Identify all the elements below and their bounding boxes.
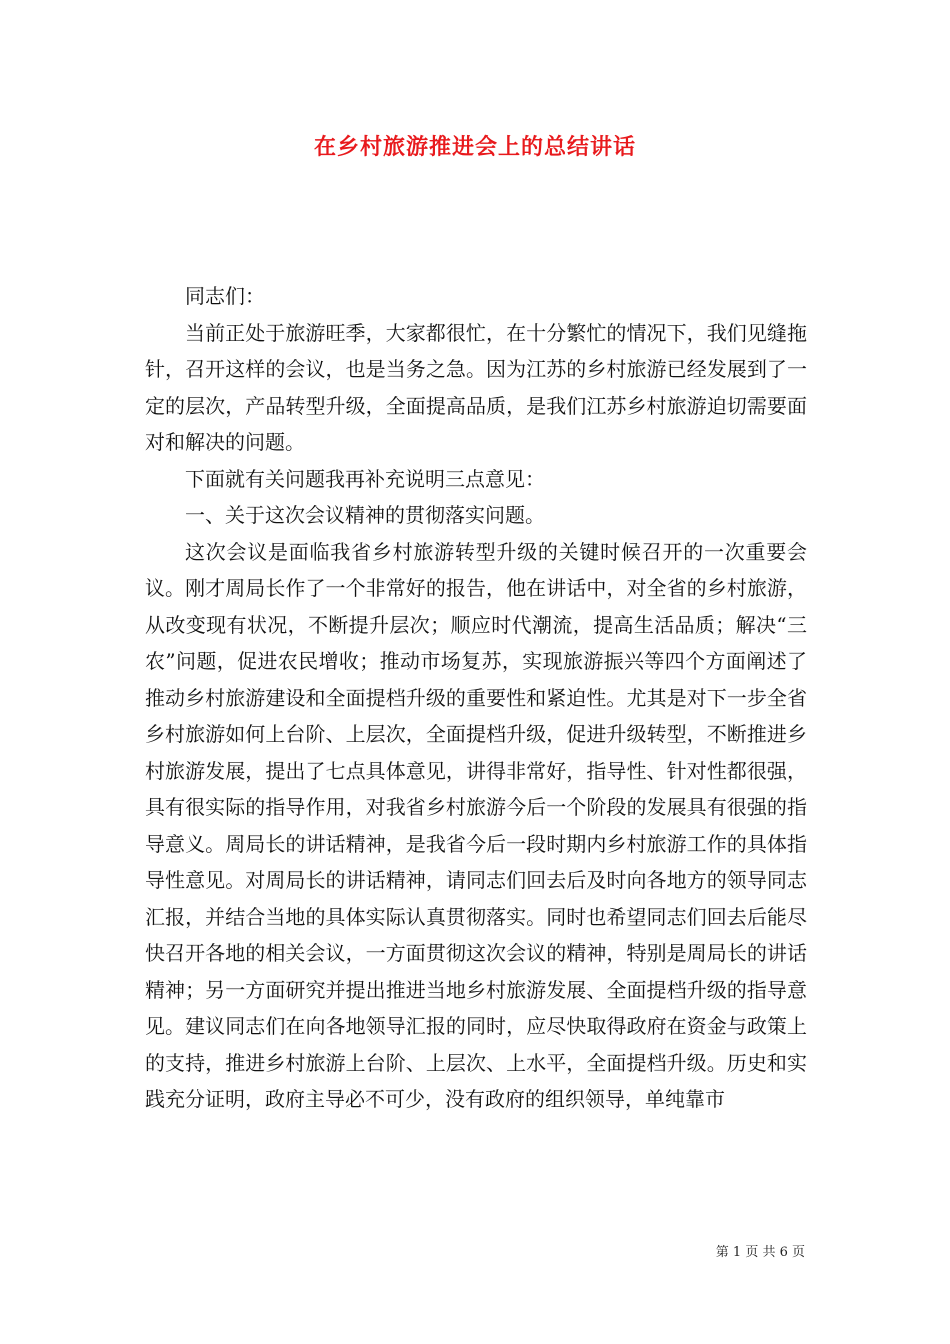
body-paragraph: 这次会议是面临我省乡村旅游转型升级的关键时候召开的一次重要会议。刚才周局长作了一个非常好的报告，他在讲话中，对全省的乡村旅游，从改变现有状况，不断提升层次；顺应时代潮流，提高生活品质；解决“三农”问题，促进农民增收；推动市场复苏，实现旅游振兴等四个方面阐述了推动乡村旅游建设和全面提档升级的重要性和紧迫性。尤其是对下一步全省乡村旅游如何上台阶、上层次，全面提档升级，促进升级转型，不断推进乡村旅游发展，提出了七点具体意见，讲得非常好，指导性、针对性都很强，具有很实际的指导作用，对我省乡村旅游今后一个阶段的发展具有很强的指导意义。周局长的讲话精神，是我省今后一段时期内乡村旅游工作的具体指导性意见。对周局长的讲话精神，请同志们回去后及时向各地方的领导同志汇报，并结合当地的具体实际认真贯彻落实。同时也希望同志们回去后能尽快召开各地的相关会议，一方面贯彻这次会议的精神，特别是周局长的讲话精神；另一方面研究并提出推进当地乡村旅游发展、全面提档升级的指导意见。建议同志们在向各地领导汇报的同时，应尽快取得政府在资金与政策上的支持，推进乡村旅游上台阶、上层次、上水平，全面提档升级。历史和实践充分证明，政府主导必不可少，没有政府的组织领导，单纯靠市 [145,539,807,1111]
page-number: 第 1 页 共 6 页 [715,1245,805,1260]
document-title: 在乡村旅游推进会上的总结讲话 [313,134,636,160]
body-paragraph: 下面就有关问题我再补充说明三点意见： [185,466,545,491]
body-paragraph: 当前正处于旅游旺季，大家都很忙，在十分繁忙的情况下，我们见缝拖针，召开这样的会议，也是当务之急。因为江苏的乡村旅游已经发展到了一定的层次，产品转型升级，全面提高品质，是我们江苏乡村旅游迫切需要面对和解决的问题。 [145,320,807,454]
salutation-paragraph: 同志们： [185,284,265,308]
document-body [145,278,807,1118]
section-heading-paragraph: 一、关于这次会议精神的贯彻落实问题。 [185,503,545,527]
